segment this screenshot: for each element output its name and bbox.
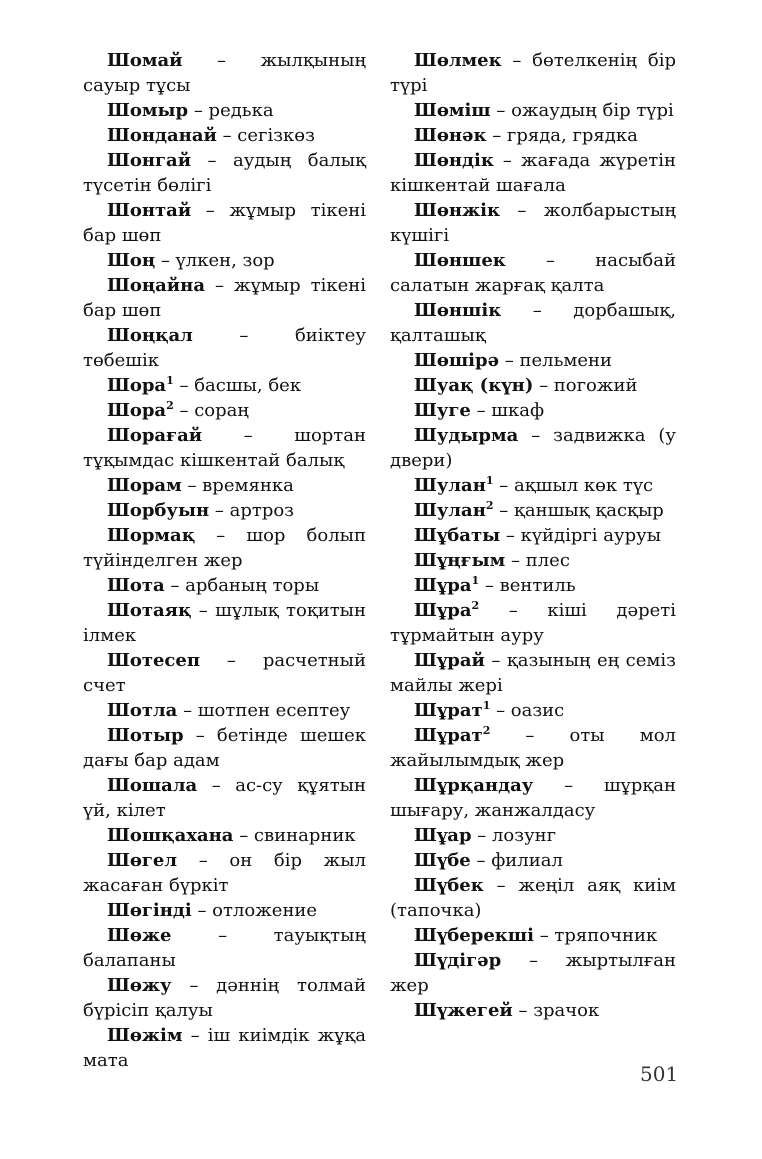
entry-definition: – оазис [490, 700, 565, 721]
dictionary-entry [390, 523, 676, 548]
dictionary-entry [390, 723, 676, 773]
headword-text: Шоңқал [107, 325, 193, 346]
headword-text: Шөже [107, 925, 172, 946]
entry-headword [107, 325, 193, 346]
headword-text: Шөншек [414, 250, 506, 271]
entry-headword [107, 600, 191, 621]
dictionary-entry [390, 998, 676, 1023]
dictionary-entry [83, 273, 366, 323]
homonym-number: 1 [485, 474, 494, 487]
headword-text: Шұар [414, 825, 472, 846]
entry-definition: – отложение [191, 900, 318, 921]
headword-text: Шұрат [414, 700, 483, 721]
entry-headword [414, 250, 506, 271]
entry-definition: – вентиль [479, 575, 576, 596]
headword-text: Шөнәк [414, 125, 487, 146]
headword-text: Шұра [414, 600, 472, 621]
dictionary-entry [83, 1023, 366, 1073]
dictionary-entry [83, 398, 366, 423]
dictionary-entry [83, 923, 366, 973]
headword-text: Шөншік [414, 300, 502, 321]
dictionary-entry [83, 848, 366, 898]
entry-headword [414, 425, 518, 446]
entry-headword [414, 575, 479, 596]
headword-text: Шотесеп [107, 650, 201, 671]
entry-definition: – насыбай салатын жарғақ қалта [390, 250, 676, 296]
headword-text: Шонданай [107, 125, 217, 146]
dictionary-entry [390, 373, 676, 398]
entry-definition: – он бір жыл жасаған бүркіт [83, 850, 366, 896]
headword-text: Шуақ (күн) [414, 375, 534, 396]
dictionary-entry [390, 598, 676, 648]
entry-headword [107, 150, 191, 171]
headword-text: Шудырма [414, 425, 519, 446]
dictionary-entry [83, 598, 366, 648]
headword-text: Шошқахана [107, 825, 234, 846]
entry-definition: – артроз [209, 500, 295, 521]
headword-text: Шотаяқ [107, 600, 192, 621]
entry-definition: – іш киімдік жұқа мата [83, 1025, 366, 1071]
entry-definition: – ақшыл көк түс [493, 475, 654, 496]
entry-headword [107, 825, 233, 846]
entry-headword [107, 250, 155, 271]
dictionary-entry [390, 298, 676, 348]
entry-headword [107, 650, 200, 671]
entry-headword [107, 475, 182, 496]
entry-headword [414, 50, 502, 71]
dictionary-entry [390, 773, 676, 823]
entry-headword [414, 300, 501, 321]
headword-text: Шұра [414, 575, 472, 596]
dictionary-entry [390, 198, 676, 248]
entry-definition: – лозунг [471, 825, 557, 846]
dictionary-entry [390, 248, 676, 298]
entry-headword [107, 50, 182, 71]
headword-text: Шүберекші [414, 925, 534, 946]
entry-definition: – шұрқан шығару, жанжалдасу [390, 775, 676, 821]
entry-definition: – дәннің толмай бүрісіп қалуы [83, 975, 366, 1021]
entry-definition: – кіші дәреті тұрмайтын ауру [390, 600, 676, 646]
dictionary-entry [83, 98, 366, 123]
dictionary-entry [390, 98, 676, 123]
dictionary-entry [83, 48, 366, 98]
headword-text: Шорағай [107, 425, 203, 446]
entry-definition: – жеңіл аяқ киім (тапочка) [390, 875, 676, 921]
headword-text: Шорбуын [107, 500, 210, 521]
headword-text: Шорам [107, 475, 182, 496]
headword-text: Шұңғым [414, 550, 506, 571]
entry-definition: – шор болып түйінделген жер [83, 525, 366, 571]
entry-headword [107, 100, 188, 121]
entry-headword [107, 1025, 182, 1046]
dictionary-entry [390, 473, 676, 498]
dictionary-entry [83, 473, 366, 498]
entry-definition: – дорбашық, қалташық [390, 300, 676, 346]
headword-text: Шөнжік [414, 200, 501, 221]
dictionary-entry [390, 498, 676, 523]
entry-definition: – жолбарыстың күшігі [390, 200, 676, 246]
dictionary-entry [83, 523, 366, 573]
entry-headword [414, 125, 486, 146]
homonym-number: 1 [166, 374, 174, 387]
entry-definition: – қазының ең семіз майлы жері [390, 650, 676, 696]
entry-definition: – тряпочник [533, 925, 658, 946]
entry-headword [414, 100, 491, 121]
dictionary-entry [390, 873, 676, 923]
headword-text: Шөжім [107, 1025, 183, 1046]
headword-text: Шотыр [107, 725, 184, 746]
headword-text: Шөжу [107, 975, 172, 996]
entry-definition: – арбаның торы [164, 575, 320, 596]
headword-text: Шүдігәр [414, 950, 502, 971]
dictionary-entry [83, 198, 366, 248]
entry-definition: – времянка [181, 475, 294, 496]
dictionary-entry [390, 548, 676, 573]
entry-headword [414, 850, 471, 871]
entry-headword [414, 550, 505, 571]
entry-definition: – зрачок [512, 1000, 600, 1021]
entry-definition: – редька [188, 100, 274, 121]
entry-headword [414, 525, 500, 546]
dictionary-entry [390, 948, 676, 998]
entry-definition: – бөтелкенің бір түрі [390, 50, 676, 96]
dictionary-entry [83, 723, 366, 773]
headword-text: Шөміш [414, 100, 491, 121]
entry-headword [107, 925, 171, 946]
dictionary-entry [83, 123, 366, 148]
homonym-number: 1 [482, 699, 491, 712]
entry-headword [414, 150, 494, 171]
entry-definition: – жұмыр тікені бар шөп [83, 200, 366, 246]
headword-text: Шулан [414, 475, 486, 496]
entry-definition: – расчетный счет [83, 650, 366, 696]
entry-headword [414, 825, 472, 846]
entry-headword [107, 125, 217, 146]
headword-text: Шулан [414, 500, 486, 521]
headword-text: Шүжегей [414, 1000, 513, 1021]
entry-definition: – свинарник [233, 825, 356, 846]
entry-headword [414, 1000, 513, 1021]
headword-text: Шөшірә [414, 350, 500, 371]
entry-headword [107, 575, 165, 596]
entry-headword [414, 600, 479, 621]
dictionary-entry [83, 323, 366, 373]
entry-definition: – сегізкөз [216, 125, 315, 146]
entry-headword [107, 900, 192, 921]
entry-headword [414, 400, 471, 421]
headword-text: Шонтай [107, 200, 192, 221]
dictionary-entry [83, 773, 366, 823]
entry-definition: – шкаф [470, 400, 545, 421]
entry-definition: – қаншық қасқыр [493, 500, 664, 521]
entry-definition: – үлкен, зор [155, 250, 275, 271]
entry-definition: – басшы, бек [173, 375, 302, 396]
entry-headword [414, 350, 499, 371]
dictionary-entry [83, 823, 366, 848]
headword-text: Шотла [107, 700, 178, 721]
dictionary-entry [390, 348, 676, 373]
entry-headword [414, 875, 484, 896]
entry-definition: – шотпен есептеу [177, 700, 351, 721]
dictionary-entry [390, 823, 676, 848]
entry-headword [107, 525, 195, 546]
entry-definition: – аудың балық түсетін бөлігі [83, 150, 366, 196]
entry-definition: – сораң [173, 400, 249, 421]
entry-headword [414, 500, 494, 521]
entry-headword [414, 700, 490, 721]
entry-definition: – шұлық тоқитын ілмек [83, 600, 366, 646]
homonym-number: 2 [485, 499, 494, 512]
entry-definition: – жыртылған жер [390, 950, 676, 996]
entry-definition: – задвижка (у двери) [390, 425, 676, 471]
entry-definition: – жағада жүретін кішкентай шағала [390, 150, 676, 196]
entry-definition: – күйдіргі ауруы [500, 525, 662, 546]
dictionary-entry [83, 423, 366, 473]
dictionary-entry [83, 573, 366, 598]
entry-headword [107, 975, 172, 996]
entry-definition: – гряда, грядка [486, 125, 638, 146]
headword-text: Шомыр [107, 100, 189, 121]
entry-headword [107, 775, 197, 796]
headword-text: Шұбаты [414, 525, 501, 546]
headword-text: Шүбе [414, 850, 471, 871]
dictionary-entry [390, 923, 676, 948]
headword-text: Шуге [414, 400, 471, 421]
headword-text: Шора [107, 375, 167, 396]
dictionary-entry [83, 248, 366, 273]
headword-text: Шонгай [107, 150, 192, 171]
dictionary-entry [83, 973, 366, 1023]
entry-headword [107, 850, 177, 871]
dictionary-entry [390, 573, 676, 598]
homonym-number: 2 [166, 399, 174, 412]
headword-text: Шормақ [107, 525, 196, 546]
headword-text: Шора [107, 400, 167, 421]
entry-definition: – жылқының сауыр тұсы [83, 50, 366, 96]
page-number: 501 [640, 1062, 679, 1086]
dictionary-entry [390, 48, 676, 98]
entry-headword [107, 275, 205, 296]
dictionary-entry [83, 648, 366, 698]
entry-headword [107, 725, 184, 746]
entry-headword [107, 700, 177, 721]
homonym-number: 2 [471, 599, 480, 612]
homonym-number: 2 [482, 724, 491, 737]
headword-text: Шоң [107, 250, 156, 271]
entry-headword [107, 200, 191, 221]
entry-definition: – бетінде шешек дағы бар адам [83, 725, 366, 771]
entry-definition: – ожаудың бір түрі [490, 100, 674, 121]
entry-definition: – пельмени [499, 350, 613, 371]
entry-definition: – биіктеу төбешік [83, 325, 366, 371]
dictionary-entry [390, 848, 676, 873]
entry-definition: – филиал [470, 850, 563, 871]
entry-headword [107, 425, 202, 446]
entry-headword [107, 500, 209, 521]
headword-text: Шұрат [414, 725, 483, 746]
entry-definition: – погожий [533, 375, 638, 396]
entry-headword [414, 650, 485, 671]
headword-text: Шұрай [414, 650, 485, 671]
dictionary-entry [390, 123, 676, 148]
dictionary-entry [83, 498, 366, 523]
dictionary-entry [83, 373, 366, 398]
dictionary-entry [390, 148, 676, 198]
homonym-number: 1 [471, 574, 480, 587]
headword-text: Шота [107, 575, 165, 596]
entry-definition: – ас-су құятын үй, кілет [83, 775, 366, 821]
entry-definition: – плес [505, 550, 570, 571]
entry-definition: – шортан тұқымдас кішкентай балық [83, 425, 366, 471]
entry-definition: – тауықтың балапаны [83, 925, 366, 971]
dictionary-entry [83, 148, 366, 198]
dictionary-entry [390, 398, 676, 423]
entry-headword [414, 475, 494, 496]
right-column [390, 48, 676, 1023]
dictionary-entry [390, 648, 676, 698]
dictionary-entry [83, 698, 366, 723]
headword-text: Шұрқандау [414, 775, 534, 796]
headword-text: Шөгел [107, 850, 178, 871]
headword-text: Шүбек [414, 875, 484, 896]
entry-headword [414, 200, 500, 221]
entry-headword [414, 725, 490, 746]
entry-headword [414, 950, 501, 971]
headword-text: Шөгінді [107, 900, 192, 921]
left-column [83, 48, 366, 1073]
entry-definition: – жұмыр тікені бар шөп [83, 275, 366, 321]
headword-text: Шошала [107, 775, 198, 796]
headword-text: Шоңайна [107, 275, 205, 296]
entry-headword [414, 375, 533, 396]
headword-text: Шөлмек [414, 50, 502, 71]
dictionary-entry [390, 698, 676, 723]
dictionary-entry [83, 898, 366, 923]
entry-headword [414, 925, 534, 946]
dictionary-entry [390, 423, 676, 473]
entry-headword [107, 400, 174, 421]
entry-headword [107, 375, 174, 396]
headword-text: Шөндік [414, 150, 494, 171]
entry-definition: – оты мол жайылымдық жер [390, 725, 676, 771]
entry-headword [414, 775, 533, 796]
headword-text: Шомай [107, 50, 183, 71]
